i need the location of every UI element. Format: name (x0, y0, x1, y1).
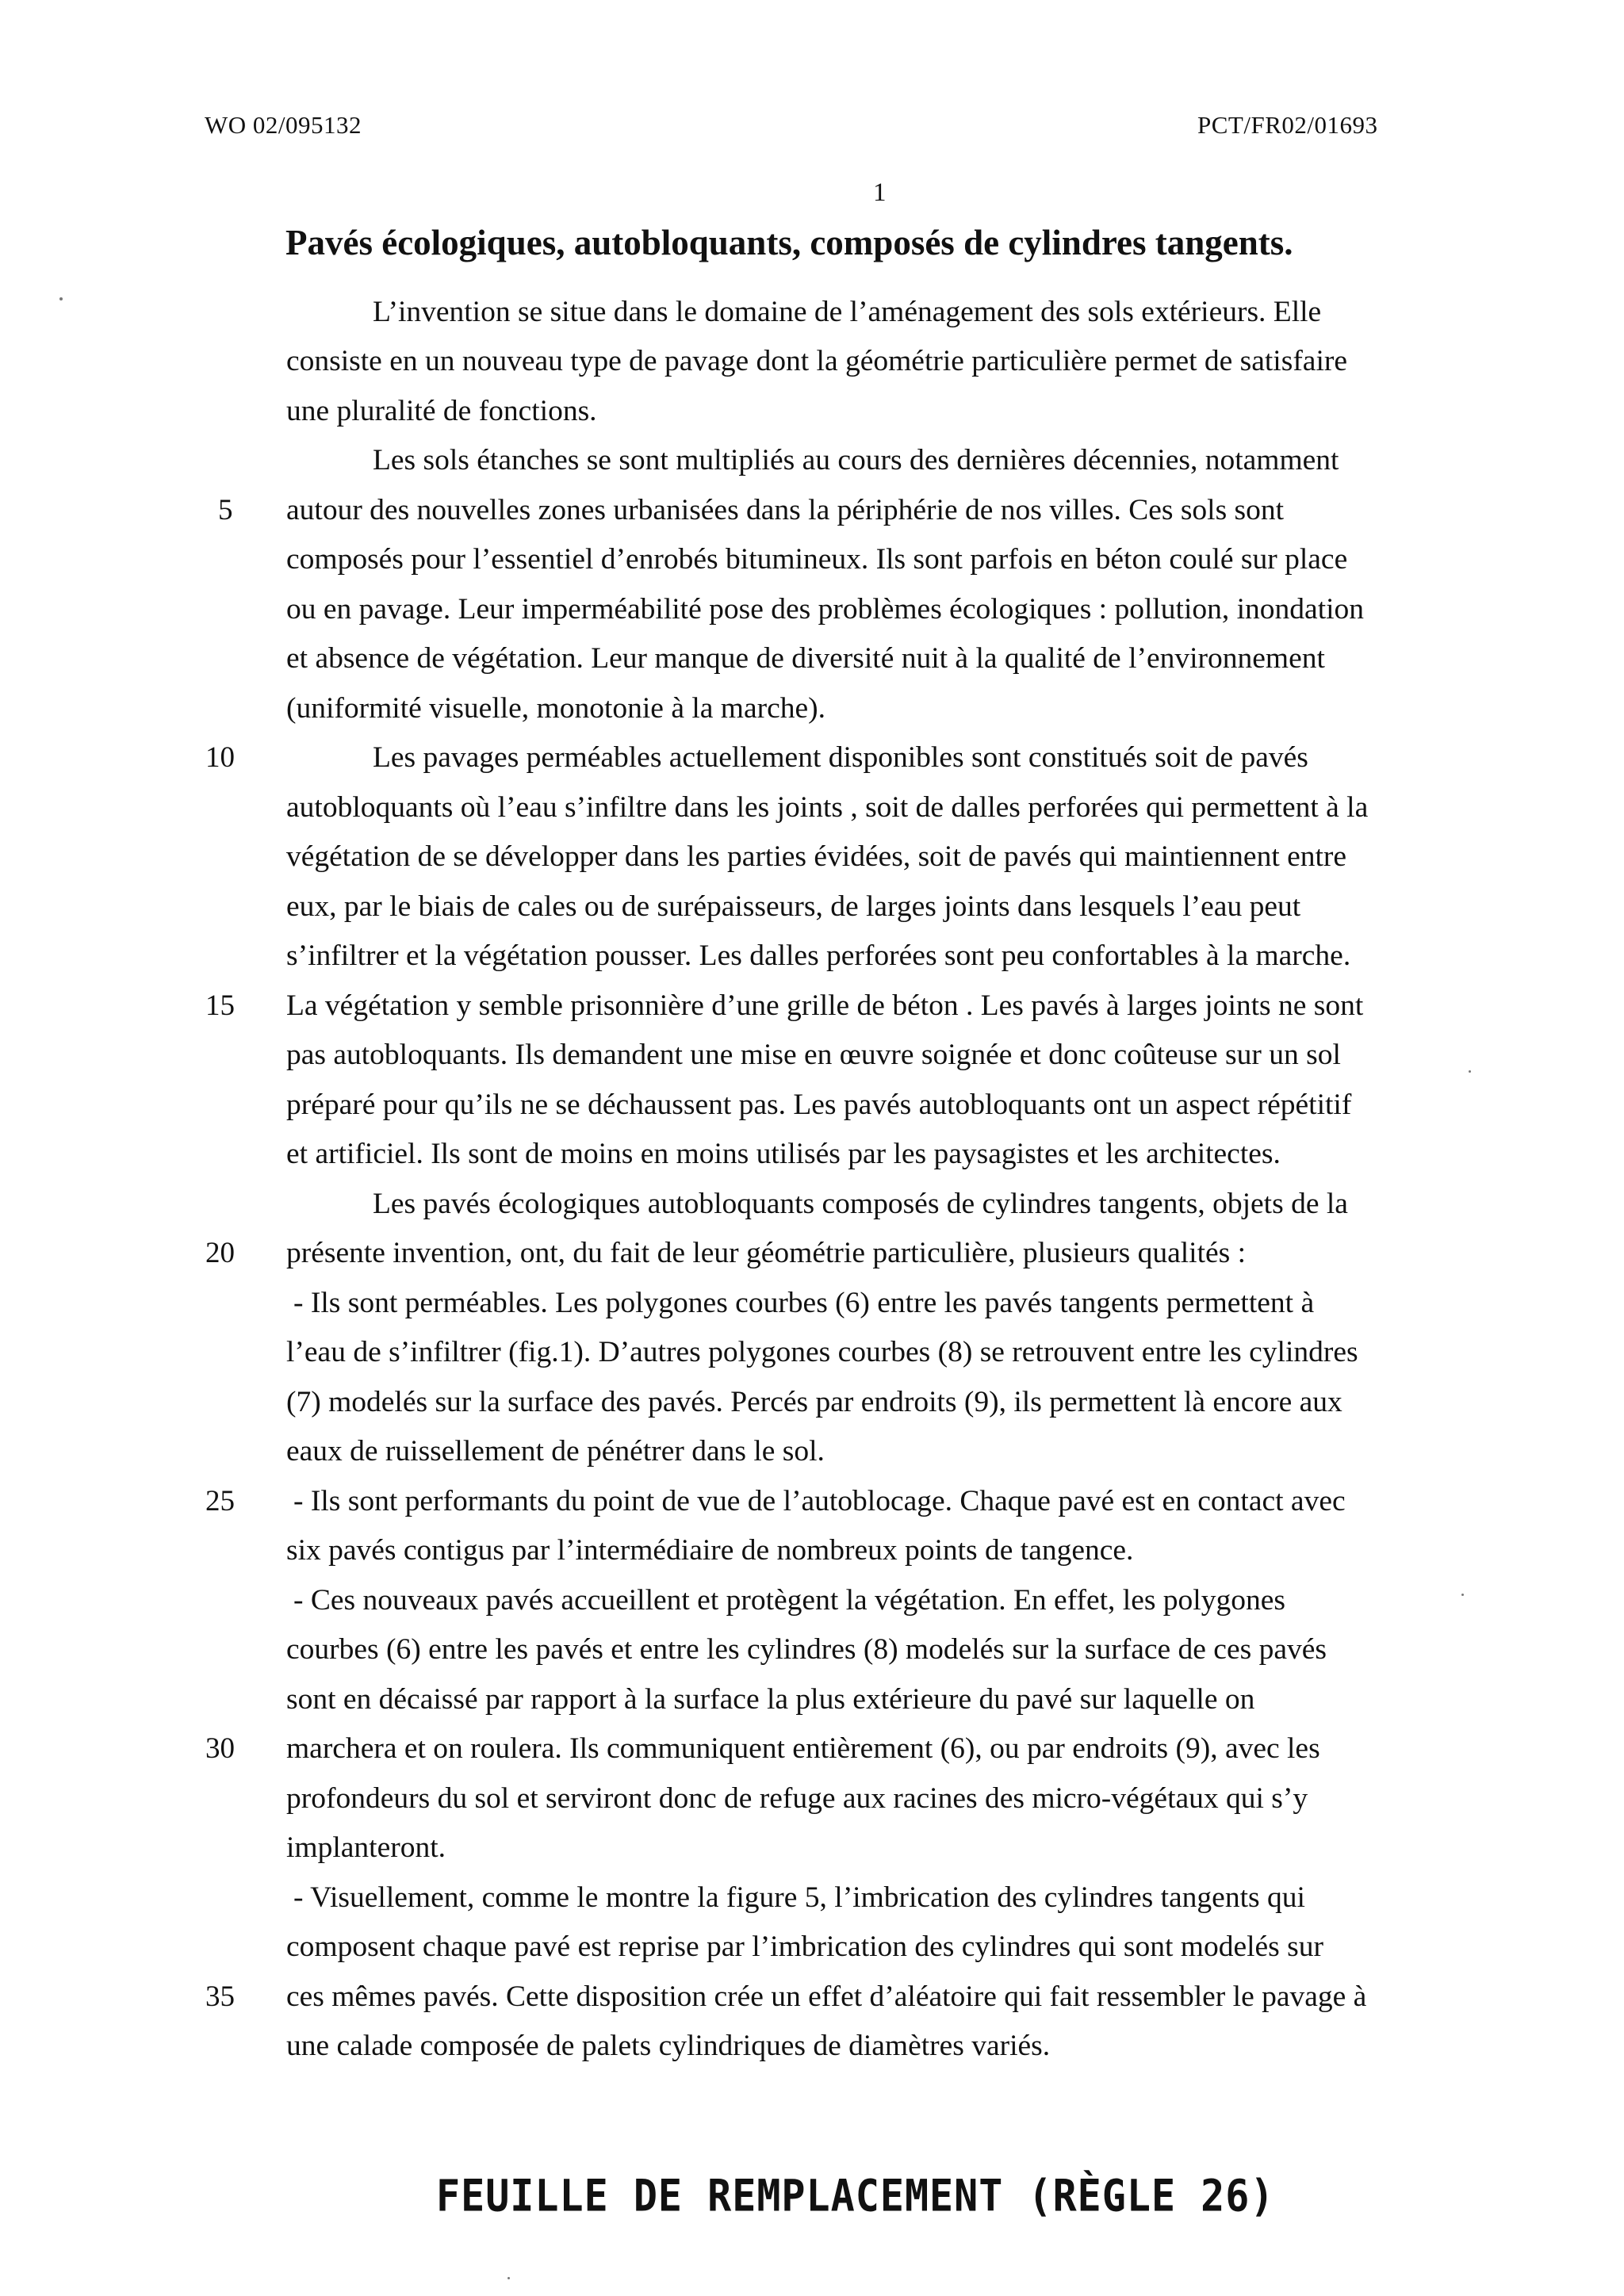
text-line: l’eau de s’infiltrer (fig.1). D’autres polygones courbes (8) se retrouvent entre les cylindres (286, 1336, 1358, 1368)
text-line: L’invention se situe dans le domaine de l’aménagement des sols extérieurs. Elle (373, 296, 1322, 328)
text-line: marchera et on roulera. Ils communiquent entièrement (6), ou par endroits (9), avec les (286, 1732, 1320, 1765)
text-line: préparé pour qu’ils ne se déchaussent pas. Les pavés autobloquants ont un aspect répétitif (286, 1089, 1352, 1121)
text-line: autobloquants où l’eau s’infiltre dans les joints , soit de dalles perforées qui permettent à la (286, 791, 1369, 824)
text-line: - Ils sont performants du point de vue de l’autoblocage. Chaque pavé est en contact avec (293, 1485, 1346, 1517)
text-line: - Ces nouveaux pavés accueillent et protègent la végétation. En effet, les polygones (293, 1584, 1285, 1617)
text-line: composent chaque pavé est reprise par l’imbrication des cylindres qui sont modelés sur (286, 1931, 1323, 1963)
line-number: 15 (205, 989, 235, 1022)
text-line: consiste en un nouveau type de pavage dont la géométrie particulière permet de satisfaire (286, 345, 1348, 377)
text-line: composés pour l’essentiel d’enrobés bitumineux. Ils sont parfois en béton coulé sur place (286, 543, 1348, 576)
line-number: 30 (205, 1732, 235, 1765)
text-line: pas autobloquants. Ils demandent une mise en œuvre soignée et donc coûteuse sur un sol (286, 1039, 1341, 1071)
line-number: 20 (205, 1237, 235, 1269)
line-number: 25 (205, 1485, 235, 1517)
text-line: ces mêmes pavés. Cette disposition crée un effet d’aléatoire qui fait ressembler le pavage à (286, 1980, 1367, 2013)
text-line: six pavés contigus par l’intermédiaire de nombreux points de tangence. (286, 1534, 1134, 1567)
text-line: ou en pavage. Leur imperméabilité pose des problèmes écologiques : pollution, inondation (286, 593, 1365, 626)
text-line: et artificiel. Ils sont de moins en moins utilisés par les paysagistes et les architectes. (286, 1138, 1281, 1170)
text-line: profondeurs du sol et serviront donc de refuge aux racines des micro-végétaux qui s’y (286, 1782, 1308, 1815)
scan-speck (1469, 1070, 1471, 1073)
text-line: s’infiltrer et la végétation pousser. Les dalles perforées sont peu confortables à la marche. (286, 939, 1351, 972)
text-line: présente invention, ont, du fait de leur géométrie particulière, plusieurs qualités : (286, 1237, 1247, 1269)
text-line: (7) modelés sur la surface des pavés. Percés par endroits (9), ils permettent là encore aux (286, 1386, 1342, 1418)
scan-speck (508, 2277, 510, 2279)
text-line: une pluralité de fonctions. (286, 395, 597, 427)
document-title: Pavés écologiques, autobloquants, composés de cylindres tangents. (285, 223, 1293, 262)
text-line: eaux de ruissellement de pénétrer dans le sol. (286, 1435, 825, 1468)
page-number: 1 (873, 178, 887, 207)
publication-number: WO 02/095132 (205, 111, 362, 139)
text-line: La végétation y semble prisonnière d’une grille de béton . Les pavés à larges joints ne sont (286, 989, 1364, 1022)
text-line: Les pavages perméables actuellement disponibles sont constitués soit de pavés (373, 741, 1308, 774)
text-line: Les pavés écologiques autobloquants composés de cylindres tangents, objets de la (373, 1188, 1348, 1220)
text-line: et absence de végétation. Leur manque de diversité nuit à la qualité de l’environnement (286, 642, 1325, 675)
text-line: Les sols étanches se sont multipliés au cours des dernières décennies, notamment (373, 444, 1339, 476)
line-number: 35 (205, 1980, 235, 2013)
text-line: courbes (6) entre les pavés et entre les cylindres (8) modelés sur la surface de ces pavés (286, 1633, 1327, 1666)
application-number: PCT/FR02/01693 (1197, 111, 1378, 139)
text-line: - Ils sont perméables. Les polygones courbes (6) entre les pavés tangents permettent à (293, 1287, 1315, 1319)
text-line: - Visuellement, comme le montre la figure 5, l’imbrication des cylindres tangents qui (293, 1881, 1305, 1914)
scan-speck (1461, 1594, 1464, 1596)
scan-speck (59, 297, 63, 300)
line-number: 10 (205, 741, 235, 774)
text-line: sont en décaissé par rapport à la surface la plus extérieure du pavé sur laquelle on (286, 1683, 1255, 1716)
replacement-sheet-stamp: FEUILLE DE REMPLACEMENT (RÈGLE 26) (436, 2171, 1275, 2221)
text-line: implanteront. (286, 1831, 446, 1864)
text-line: une calade composée de palets cylindriques de diamètres variés. (286, 2030, 1051, 2062)
text-line: eux, par le biais de cales ou de surépaisseurs, de larges joints dans lesquels l’eau peut (286, 890, 1301, 923)
text-line: autour des nouvelles zones urbanisées dans la périphérie de nos villes. Ces sols sont (286, 494, 1285, 526)
text-line: végétation de se développer dans les parties évidées, soit de pavés qui maintiennent entre (286, 840, 1347, 873)
text-line: (uniformité visuelle, monotonie à la marche). (286, 692, 825, 725)
line-number: 5 (218, 494, 233, 526)
